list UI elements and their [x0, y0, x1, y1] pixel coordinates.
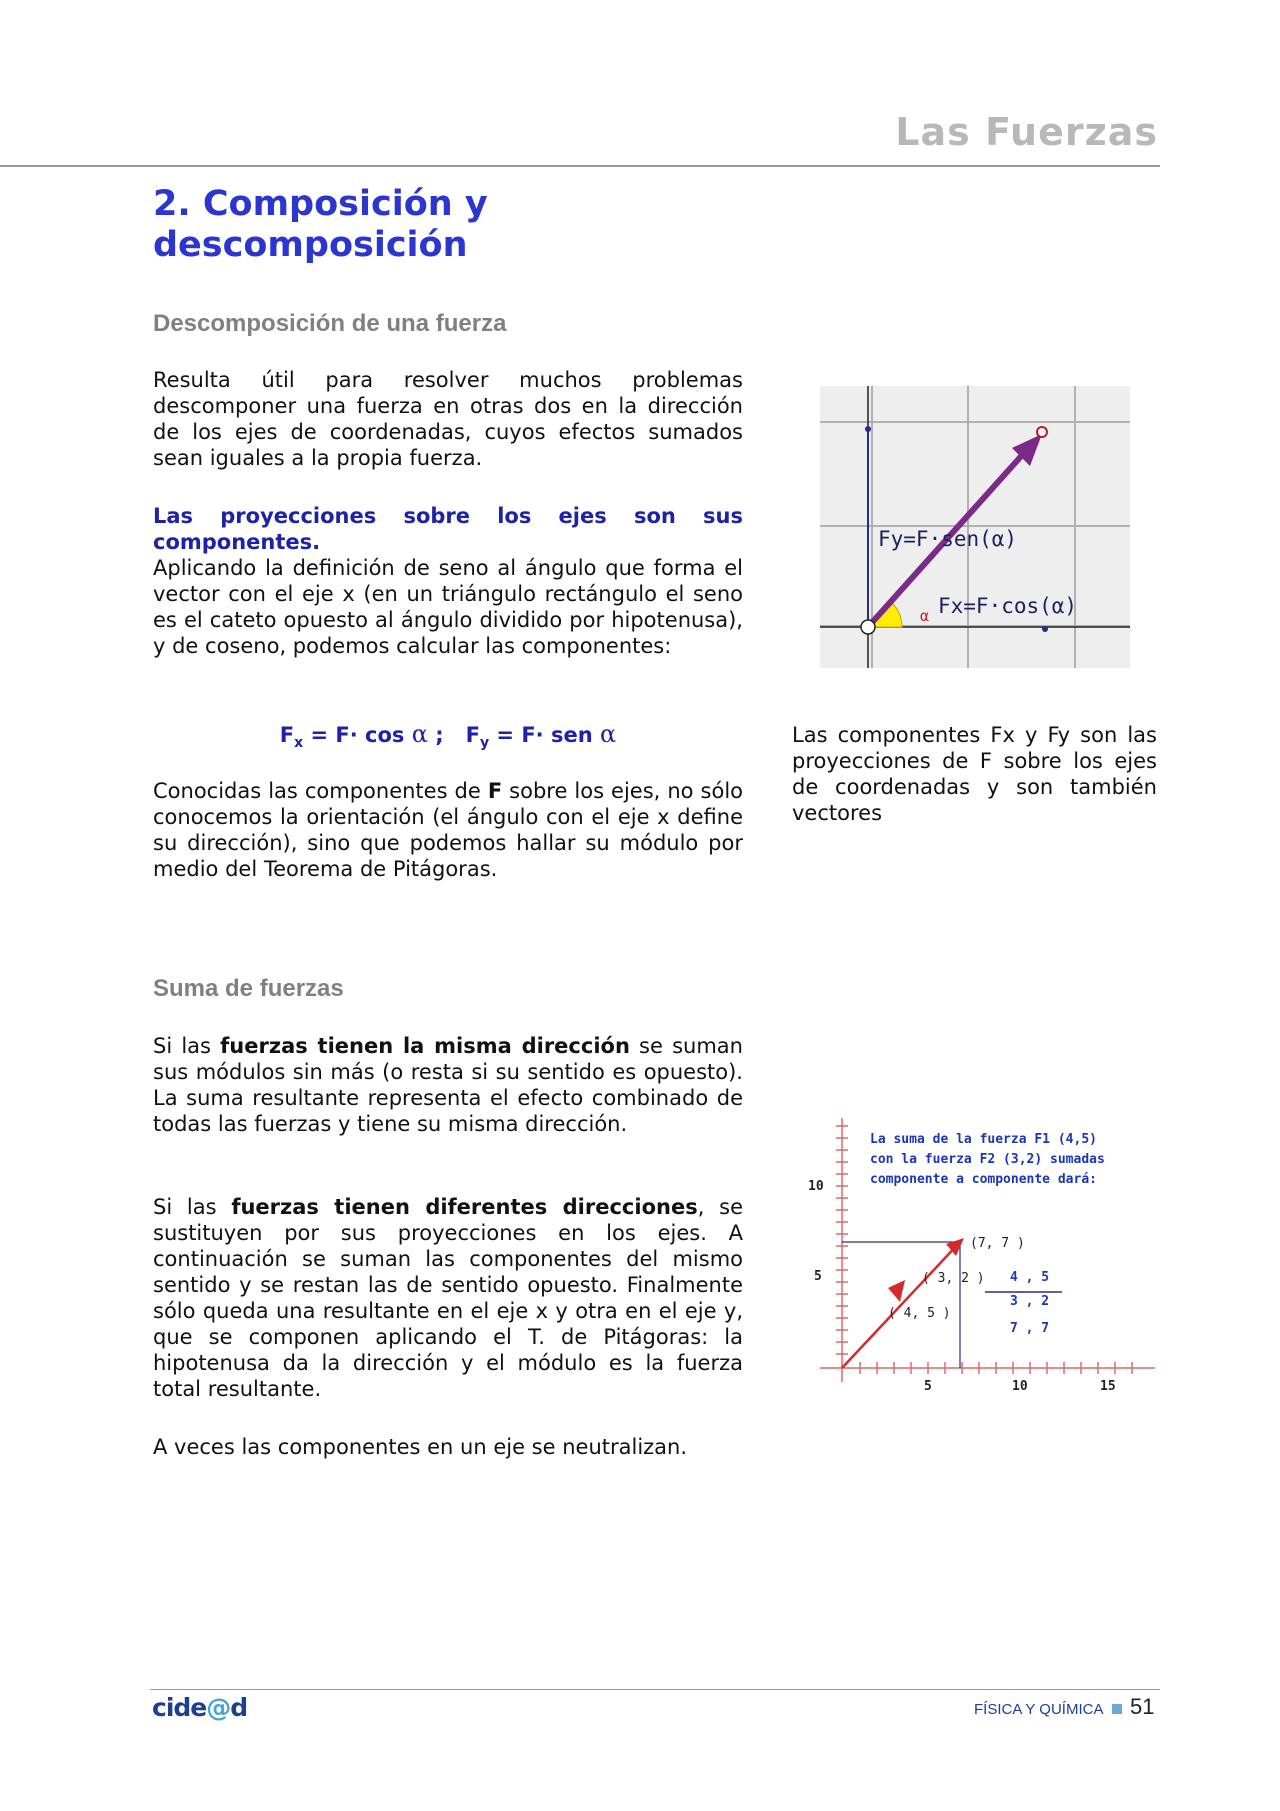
figure-caption: Las componentes Fx y Fy son las proyecciones de F sobre los ejes de coordenadas y son también vectores [792, 723, 1157, 825]
page-number: 51 [1130, 1694, 1155, 1719]
conocidas-pre: Conocidas las componentes de [153, 779, 488, 803]
diferentes-bold: fuerzas tienen diferentes direcciones [231, 1195, 698, 1219]
formula-alpha-2: α [599, 720, 617, 748]
subheading-descomposicion: Descomposición de una fuerza [153, 310, 507, 337]
logo-part-a: cide [152, 1693, 207, 1722]
footer-square-icon [1112, 1704, 1122, 1714]
misma-pre: Si las [153, 1034, 221, 1058]
point-result: (7, 7 ) [970, 1236, 1025, 1251]
cidead-logo [152, 1693, 247, 1722]
paragraph-conocidas [153, 778, 743, 882]
paragraph-neutralizan: A veces las componentes en un eje se neutralizan. [153, 1435, 688, 1459]
x-tick-10: 10 [1012, 1379, 1028, 1394]
sum-result: 7 , 7 [1010, 1321, 1050, 1336]
paragraph-misma-direccion [153, 1033, 743, 1137]
fig2-title-1: La suma de la fuerza F1 (4,5) [870, 1132, 1097, 1147]
formula-fx: F [279, 723, 295, 747]
paragraph-diferentes-direcciones [153, 1194, 743, 1402]
subheading-suma: Suma de fuerzas [153, 975, 344, 1002]
formula [153, 720, 743, 751]
formula-alpha-1: α [411, 720, 428, 748]
formula-fy-eq: = F· sen [489, 723, 600, 747]
paragraph-intro: Resulta útil para resolver muchos problemas descomponer una fuerza en otras dos en la dirección de los ejes de coordenadas, cuyos efectos sumados sean iguales a la propia fuerza. [153, 368, 743, 470]
logo-at: @ [206, 1693, 231, 1722]
x-tick-5: 5 [924, 1379, 932, 1394]
y-tick-5: 5 [814, 1269, 822, 1284]
paragraph-proyecciones [153, 503, 743, 659]
label-fy: Fy=F·sen(α) [878, 527, 1018, 551]
diferentes-pre: Si las [153, 1195, 232, 1219]
formula-fx-eq: = F· cos [303, 723, 412, 747]
y-tick-10: 10 [808, 1179, 824, 1194]
formula-fx-sub: x [294, 735, 304, 752]
formula-fy: F [465, 723, 480, 747]
fig2-title-3: componente a componente dará: [870, 1172, 1097, 1187]
misma-post: se suman sus módulos sin más (o resta si su sentido es opuesto). La suma resultante representa el efecto combinado de todas las fuerzas y tiene su misma dirección. [153, 1034, 743, 1136]
label-fx: Fx=F·cos(α) [938, 594, 1078, 618]
misma-bold: fuerzas tienen la misma dirección [220, 1034, 630, 1058]
label-alpha: α [920, 607, 930, 625]
formula-fy-sub: y [479, 735, 490, 752]
conocidas-post: sobre los ejes, no sólo conocemos la orientación (el ángulo con el eje x define su dirección), sino que podemos hallar su módulo por medio del Teorema de Pitágoras. [153, 779, 743, 881]
diferentes-post: , se sustituyen por sus proyecciones en los ejes. A continuación se suman las componentes del mismo sentido y se restan las de sentido opuesto. Finalmente sólo queda una resultante en el eje x y otra en el eje y, que se componen aplicando el T. de Pitágoras: la hipotenusa da la dirección y el módulo es la fuerza total resultante. [153, 1195, 743, 1401]
point-f2: ( 3, 2 ) [922, 1271, 985, 1286]
x-tick-15: 15 [1100, 1379, 1116, 1394]
logo-part-b: d [230, 1693, 248, 1722]
sum-f2: 3 , 2 [1010, 1294, 1050, 1309]
point-f1: ( 4, 5 ) [888, 1306, 951, 1321]
formula-sep: ; [427, 723, 466, 747]
footer-rule [150, 1689, 1160, 1690]
section-title: 2. Composición y descomposición [153, 184, 488, 265]
header-rule [0, 165, 1160, 167]
figure-vector-sum [800, 1110, 1165, 1400]
conocidas-bold: F [487, 779, 503, 803]
fig2-title-2: con la fuerza F2 (3,2) sumadas [870, 1152, 1105, 1167]
bold-proyecciones: Las proyecciones sobre los ejes son sus componentes. [153, 504, 743, 554]
footer-subject: FÍSICA Y QUÍMICA [974, 1701, 1104, 1718]
figure-decomposition [820, 386, 1130, 668]
header-title: Las Fuerzas [895, 110, 1158, 154]
sum-f1: 4 , 5 [1010, 1270, 1050, 1285]
text-proyecciones: Aplicando la definición de seno al ángulo que forma el vector con el eje x (en un triángulo rectángulo el seno es el cateto opuesto al ángulo dividido por hipotenusa), y de coseno, podemos calcular las componentes: [153, 556, 743, 658]
